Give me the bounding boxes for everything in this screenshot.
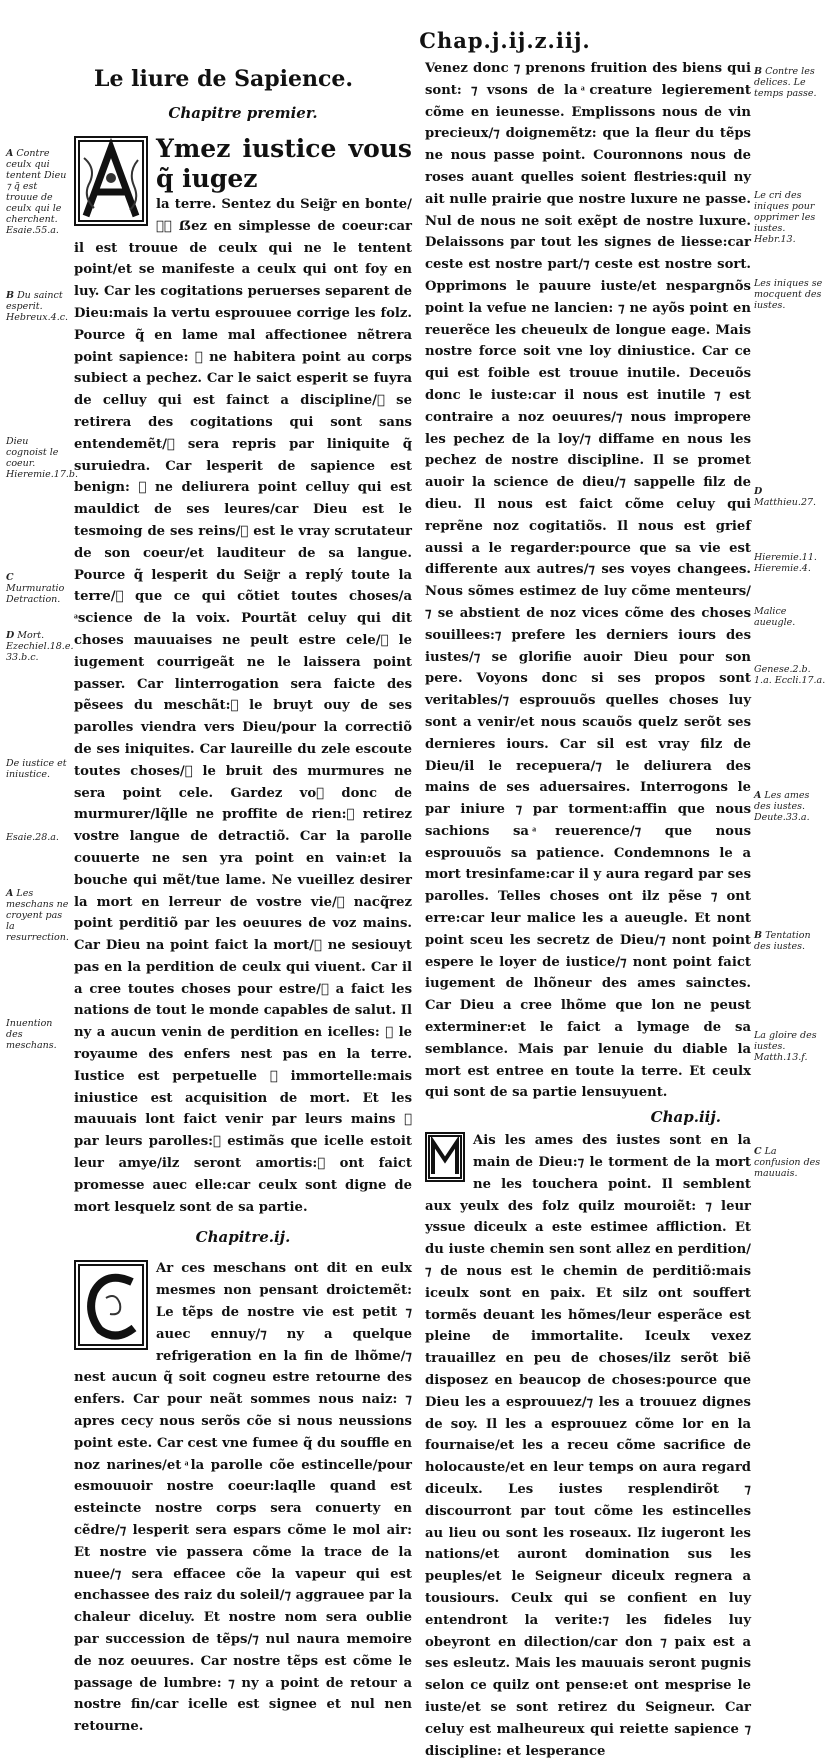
- margin-note-left: [6, 832, 72, 843]
- chapter2-title: Chapitre.ij.: [195, 1228, 291, 1247]
- margin-note-text: Malice aueugle.: [754, 606, 796, 628]
- margin-note-text: Contre les delices. Le temps passe.: [754, 66, 817, 99]
- chapter3-body: Ais les ames des iustes sont en la main de Dieu:⁊ le torment de la mort ne les touchera point. Il semblent aux yeulx des folz quilz mouroiẽt: ⁊ leur yssue diceulx a este estimee affliction. Et du iuste chemin sen sont allez en perdition/⁊ de nous est le chemin de perditiõ:mais iceulx sont en paix. Et silz ont souffert tormẽs deuant les hõmes/leur esperãce est pleine de immortalite. Iceulx vexez trauaillez en peu de choses/ilz serõt biẽ disposez en beaucop de choses:pource que Dieu les a esprouuez/⁊ les a trouuez dignes de soy. Il les a esprouuez cõme lor en la fournaise/et les a receu cõme sacrifice de holocauste/et en leur temps on aura regard diceulx. Les iustes resplendirõt ⁊ discourront par tout cõme les estincelles au lieu ou sont les roseaux. Ilz iugeront les nations/et auront domination sus les peuples/et le Seigneur diceulx regnera a tousiours. Ceulx qui se confient en luy entendront la verite:⁊ les fideles luy obeyront en dilection/car don ⁊ paix est a ses esleutz. Mais les mauuais seront pugnis selon ce quilz ont pense:et ont mesprise le iuste/et se sont retirez du Seigneur. Car celuy est malheureux qui reiette sapience ⁊ discipline: et lesperance: [425, 1133, 751, 1759]
- margin-note-text: Matthieu.27.: [754, 497, 817, 508]
- margin-letter: B: [754, 930, 763, 941]
- margin-note-right: [754, 790, 826, 823]
- margin-letter: A: [6, 148, 14, 159]
- chapter1-first-line: Ymez iustice vous q̃ iugez: [156, 134, 412, 193]
- decorated-initial-m-icon: [425, 1132, 465, 1182]
- margin-letter: B: [754, 66, 763, 77]
- margin-letter: C: [6, 572, 14, 583]
- margin-note-text: Esaie.28.a.: [6, 832, 59, 843]
- margin-letter: D: [6, 630, 15, 641]
- margin-letter: A: [6, 888, 14, 899]
- margin-note-text: De iustice et iniustice.: [6, 758, 67, 780]
- margin-note-text: Dieu cognoist le coeur. Hieremie.17.b.: [6, 436, 79, 480]
- right-top-body: Venez donc ⁊ prenons fruition des biens qui sont: ⁊ vsons de la ͣcreature legierement cõme en ieunesse. Emplissons nous de vin precieux/⁊ doignemẽtz: que la fleur du tẽps ne nous passe point. Couronnons nous de roses auant quelles soient flestries:quil ny ait nulle prairie que nostre luxure ne passe. Nul de nous ne soit exẽpt de nostre luxure. Delaissons par tout les signes de liesse:car ceste est nostre part/⁊ ceste est nostre sort. Opprimons le pauure iuste/et nespargnõs point la vefue ne lancien: ⁊ ne ayõs point en reuerẽce les cheueulx de longue eage. Mais nostre force soit vne loy diniustice. Car ce qui est foible est trouue inutile. Deceuõs donc le iuste:car il nous est inutile ⁊ est contraire a noz oeuures/⁊ nous impropere les pechez de la loy/⁊ diffame en nous les pechez de nostre discipline. Il se promet auoir la science de dieu/⁊ sappelle filz de dieu. Il nous est faict cõme celuy qui reprẽne noz cogitatiõs. Il nous est grief aussi a le regarder:pource que sa vie est differente aux autres/⁊ ses voyes changees. Nous sõmes estimez de luy cõme menteurs/⁊ se abstient de noz vices cõme des choses souillees:⁊ prefere les derniers iours des iustes/⁊ se glorifie auoir Dieu pour son pere. Voyons donc si ses propos sont veritables/⁊ esprouuõs quelles choses luy sont a venir/et nous scauõs quelz serõt ses dernieres iours. Car sil est vray filz de Dieu/il le recepuera/⁊ le deliurera des mains de ses aduersaires. Interrogons le par iniure ⁊ par torment:affin que nous sachions sa ͣreuerence/⁊ que nous esprouuõs sa patience. Condemnons le a mort tresinfame:car il y aura regard par ses parolles. Telles choses ont ilz pẽse ⁊ ont erre:car leur malice les a aueugle. Et nont point sceu les secretz de Dieu/⁊ nont point espere le loyer de iustice/⁊ nont point faict iugement de lhõneur des ames sainctes. Car Dieu a cree lhõme que lon ne peust exterminer:et le faict a lymage de sa semblance. Mais par lenuie du diable la mort est entree en toute la terre. Et ceulx qui sont de sa partie lensuyuent.: [425, 61, 751, 1101]
- margin-letter: A: [754, 790, 762, 801]
- margin-note-text: Murmuratio Detraction.: [6, 583, 65, 605]
- margin-note-left: [6, 436, 79, 480]
- margin-letter: D: [754, 486, 763, 497]
- margin-letter: C: [754, 1146, 762, 1157]
- margin-note-text: Le cri des iniques pour opprimer les iustes. Hebr.13.: [754, 190, 816, 245]
- margin-note-right: [754, 664, 826, 686]
- right-column: [425, 58, 751, 1762]
- margin-note-text: Tentation des iustes.: [754, 930, 811, 952]
- margin-note-text: La confusion des mauuais.: [754, 1146, 821, 1179]
- margin-note-text: Les iniques se mocquent des iustes.: [754, 278, 823, 311]
- left-column: [74, 60, 412, 1738]
- margin-note-left: [6, 888, 72, 943]
- margin-note-text: Les meschans ne croyent pas la resurrection.: [6, 888, 69, 943]
- margin-note-left: [6, 630, 72, 663]
- margin-note-text: Mort. Ezechiel.18.e. 33.b.c.: [6, 630, 74, 663]
- running-head: [0, 28, 830, 53]
- margin-note-text: Du sainct esperit. Hebreux.4.c.: [6, 290, 69, 323]
- margin-note-left: [6, 572, 72, 605]
- margin-note-right: [754, 606, 826, 628]
- margin-note-left: [6, 290, 72, 323]
- decorated-initial-a-icon: [74, 136, 148, 226]
- margin-note-text: Les ames des iustes. Deute.33.a.: [754, 790, 810, 823]
- margin-note-text: Contre ceulx qui tentent Dieu ⁊ q̃ est trouue de ceulx qui le cherchent. Esaie.55.a.: [6, 148, 67, 236]
- margin-note-left: [6, 148, 72, 236]
- margin-note-right: [754, 930, 826, 952]
- margin-note-left: [6, 1018, 72, 1051]
- chapter1-body: la terre. Sentez du Seig͂r en bonte/⁊ͥ ẞez en simplesse de coeur:car il est trouue de ceulx qui ne le tentent point/et se manifeste a ceulx qui ont foy en luy. Car les cogitations peruerses separent de Dieu:mais la vertu esprouuee corrige les folz. Pource q̃ en lame mal affectionee nẽtrera point sapience: ⁊ ne habitera point au corps subiect a pechez. Car le saict esperit se fuyra de celluy qui est fainct a discipline/⁊ se retirera des cogitations qui sont sans entendemẽt/⁊ sera repris par liniquite q̃ suruiedra. Car lesperit de sapience est benign: ⁊ ne deliurera point celluy qui est mauldict de ses leures/car Dieu est le tesmoing de ses reins/⁊ est le vray scrutateur de son coeur/et lauditeur de sa langue. Pource q̃ lesperit du Seig͂r a replý toute la terre/⁊ que ce qui cõtiet toutes choses/a ͣscience de la voix. Pourtãt celuy qui dit choses mauuaises ne peult estre cele/⁊ le iugement courrigeãt ne le laissera point passer. Car linterrogation sera faicte des pẽsees du meschãt:⁊ le bruyt ouy de ses parolles viendra vers Dieu/pour la correctiõ de ses iniquites. Car laureille du zele escoute toutes choses/⁊ le bruit des murmures ne sera point cele. Gardez vo᷑ donc de murmurer/lq̃lle ne proffite de rien:⁊ retirez vostre langue de detractiõ. Car la parolle couuerte ne sen yra point en vain:et la bouche qui mẽt/tue lame. Ne vueillez desirer la mort en lerreur de vostre vie/⁊ nacq̃rez point perditiõ par les oeuures de voz mains. Car Dieu na point faict la mort/⁊ ne sesiouyt pas en la perdition de ceulx qui viuent. Car il a cree toutes choses pour estre/⁊ a faict les nations de tout le monde capables de salut. Il ny a aucun venin de perdition en icelles: ⁊ le royaume des enfers nest pas en la terre. Iustice est perpetuelle ⁊ immortelle:mais iniustice est acquisition de mort. Et les mauuais lont faict venir par leurs mains ⁊ par leurs parolles:⁊ estimãs que icelle estoit leur amye/ilz seront amortis:⁊ ont faict promesse auec elle:car ceulx sont digne de mort lesquelz sont de sa partie.: [74, 197, 412, 1215]
- chapter2-body: Ar ces meschans ont dit en eulx mesmes non pensant droictemẽt: Le tẽps de nostre vie est petit ⁊ auec ennuy/⁊ ny a quelque refrigeration en la fin de lhõme/⁊ nest aucun q̃ soit cogneu estre retourne des enfers. Car pour neãt sommes nous naiz: ⁊ apres cecy nous serõs cõe si nous neussions point este. Car cest vne fumee q̃ du souffle en noz narines/et ͣla parolle cõe estincelle/pour esmouuoir nostre coeur:laqlle quand est esteincte nostre corps sera conuerty en cẽdre/⁊ lesperit sera espars cõme le mol air: Et nostre vie passera cõme la trace de la nuee/⁊ sera effacee cõe la vapeur qui est enchassee des raiz du soleil/⁊ aggrauee par la chaleur diceluy. Et nostre nom sera oublie par succession de tẽps/⁊ nul naura memoire de noz oeuures. Car nostre tẽps est cõme le passage de lumbre: ⁊ ny a point de retour a nostre fin/car icelle est signee et nul nen retourne.: [74, 1261, 412, 1735]
- margin-note-text: La gloire des iustes. Matth.13.f.: [754, 1030, 817, 1063]
- margin-note-right: [754, 1030, 826, 1063]
- margin-note-right: [754, 552, 826, 574]
- margin-note-text: Inuention des meschans.: [6, 1018, 57, 1051]
- margin-note-right: [754, 190, 826, 245]
- margin-note-right: [754, 278, 826, 311]
- margin-letter: B: [6, 290, 15, 301]
- margin-note-right: [754, 486, 826, 508]
- running-head-text: Chap.j.ij.z.iij.: [419, 28, 591, 53]
- margin-note-right: [754, 1146, 826, 1179]
- chapter1-title: Chapitre premier.: [168, 104, 318, 122]
- book-title: Le liure de Sapience.: [94, 66, 354, 92]
- chapter3-title: Chap.iij.: [650, 1108, 721, 1127]
- margin-note-right: [754, 66, 826, 99]
- margin-note-text: Genese.2.b. 1.a. Eccli.17.a.: [754, 664, 826, 686]
- decorated-initial-c-icon: [74, 1260, 148, 1350]
- margin-note-left: [6, 758, 72, 780]
- margin-note-text: Hieremie.11. Hieremie.4.: [754, 552, 817, 574]
